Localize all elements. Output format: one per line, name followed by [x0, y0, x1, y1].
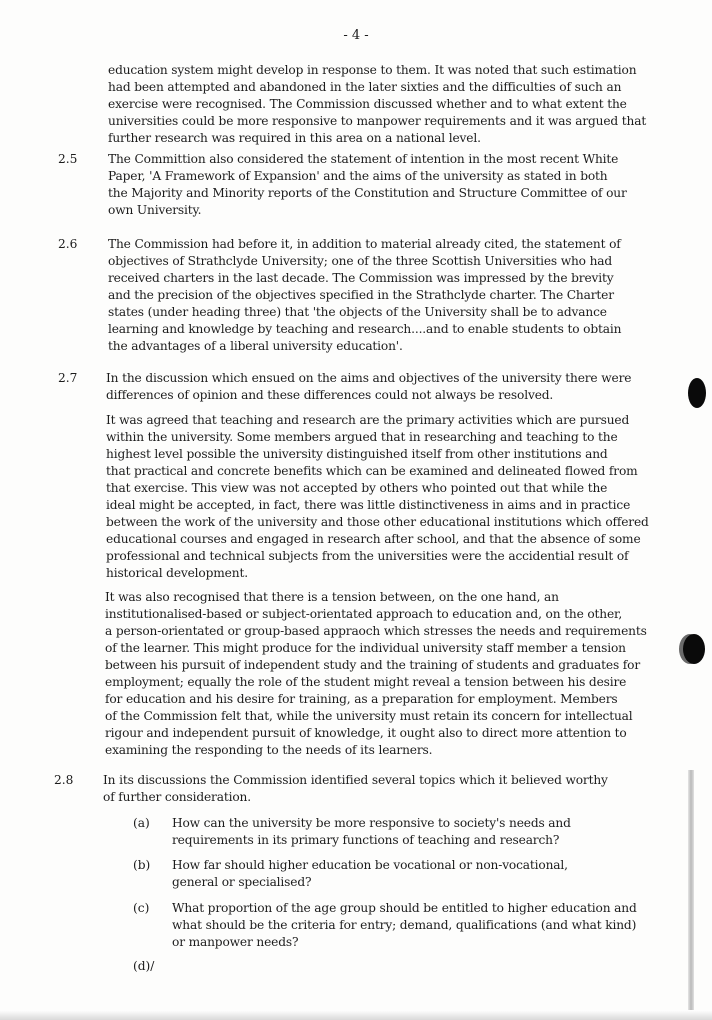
- text-line: between his pursuit of independent study and the training of students and graduates for: [105, 658, 641, 672]
- page-edge: [688, 770, 694, 1020]
- punch-hole-icon: [688, 378, 706, 408]
- text-line: or manpower needs?: [172, 935, 299, 949]
- section-number-2-8: 2.8: [54, 773, 74, 787]
- text-line: historical development.: [106, 566, 248, 580]
- text-line: that exercise. This view was not accepted by others who pointed out that while the: [106, 481, 608, 495]
- text-line: and the precision of the objectives specified in the Strathclyde charter. The Charter: [108, 288, 614, 302]
- section-2-7-paragraph-1: [106, 370, 631, 404]
- text-line: own University.: [108, 203, 202, 217]
- text-line: general or specialised?: [172, 875, 312, 889]
- text-line: employment; equally the role of the student might reveal a tension between his desire: [105, 675, 627, 689]
- text-line: that practical and concrete benefits which can be examined and delineated flowed from: [106, 464, 638, 478]
- text-line: universities could be more responsive to manpower requirements and it was argued that: [108, 114, 647, 128]
- section-2-7-paragraph-2: [106, 412, 649, 582]
- section-2-8-paragraph: [103, 772, 608, 806]
- section-number-2-5: 2.5: [58, 152, 78, 166]
- text-line: rigour and independent pursuit of knowledge, it ought also to direct more attention to: [105, 726, 627, 740]
- list-item-label-c: (c): [133, 901, 150, 915]
- text-line: What proportion of the age group should be entitled to higher education and: [172, 901, 637, 915]
- text-line: The Committion also considered the statement of intention in the most recent White: [108, 152, 619, 166]
- text-line: for education and his desire for training, as a preparation for employment. Members: [105, 692, 618, 706]
- text-line: further research was required in this area on a national level.: [108, 131, 481, 145]
- text-line: The Commission had before it, in addition to material already cited, the statement of: [108, 237, 621, 251]
- page-bottom-shadow: [0, 1010, 712, 1020]
- continuation-marker: (d)/: [133, 959, 155, 973]
- text-line: requirements in its primary functions of teaching and research?: [172, 833, 560, 847]
- text-line: In the discussion which ensued on the aims and objectives of the university there were: [106, 371, 632, 385]
- text-line: between the work of the university and those other educational institutions which offered: [106, 515, 649, 529]
- text-line: Paper, 'A Framework of Expansion' and the aims of the university as stated in both: [108, 169, 608, 183]
- list-item-c: [172, 900, 637, 951]
- text-line: professional and technical subjects from the universities were the accidential result of: [106, 549, 629, 563]
- text-line: exercise were recognised. The Commission discussed whether and to what extent the: [108, 97, 627, 111]
- text-line: It was also recognised that there is a tension between, on the one hand, an: [105, 590, 559, 604]
- text-line: In its discussions the Commission identified several topics which it believed worthy: [103, 773, 608, 787]
- text-line: received charters in the last decade. The Commission was impressed by the brevity: [108, 271, 614, 285]
- punch-hole-icon: [683, 634, 705, 664]
- text-line: within the university. Some members argued that in researching and teaching to the: [106, 430, 618, 444]
- text-line: differences of opinion and these differences could not always be resolved.: [106, 388, 554, 402]
- text-line: the Majority and Minority reports of the Constitution and Structure Committee of our: [108, 186, 627, 200]
- continuation-paragraph: [108, 62, 646, 147]
- section-number-2-7: 2.7: [58, 371, 78, 385]
- section-number-2-6: 2.6: [58, 237, 78, 251]
- section-2-5-paragraph: [108, 151, 627, 219]
- text-line: How can the university be more responsive to society's needs and: [172, 816, 571, 830]
- text-line: what should be the criteria for entry; demand, qualifications (and what kind): [172, 918, 637, 932]
- list-item-b: [172, 857, 568, 891]
- text-line: How far should higher education be vocational or non-vocational,: [172, 858, 568, 872]
- text-line: learning and knowledge by teaching and research....and to enable students to obtain: [108, 322, 622, 336]
- text-line: educational courses and engaged in research after school, and that the absence of some: [106, 532, 641, 546]
- text-line: states (under heading three) that 'the objects of the University shall be to advance: [108, 305, 607, 319]
- section-2-6-paragraph: [108, 236, 621, 355]
- text-line: institutionalised-based or subject-orientated approach to education and, on the other,: [105, 607, 623, 621]
- list-item-label-b: (b): [133, 858, 151, 872]
- text-line: of further consideration.: [103, 790, 251, 804]
- page-number: - 4 -: [343, 28, 369, 43]
- text-line: ideal might be accepted, in fact, there was little distinctiveness in aims and in practice: [106, 498, 631, 512]
- text-line: It was agreed that teaching and research are the primary activities which are pursued: [106, 413, 630, 427]
- text-line: examining the responding to the needs of its learners.: [105, 743, 433, 757]
- text-line: objectives of Strathclyde University; one of the three Scottish Universities who had: [108, 254, 613, 268]
- text-line: of the learner. This might produce for the individual university staff member a tension: [105, 641, 626, 655]
- list-item-label-a: (a): [133, 816, 150, 830]
- text-line: highest level possible the university distinguished itself from other institutions and: [106, 447, 608, 461]
- list-item-a: [172, 815, 571, 849]
- text-line: education system might develop in response to them. It was noted that such estimation: [108, 63, 637, 77]
- text-line: a person-orientated or group-based appraoch which stresses the needs and requirements: [105, 624, 647, 638]
- text-line: had been attempted and abandoned in the later sixties and the difficulties of such an: [108, 80, 622, 94]
- section-2-7-paragraph-3: [105, 589, 647, 759]
- text-line: of the Commission felt that, while the university must retain its concern for intellectual: [105, 709, 633, 723]
- text-line: the advantages of a liberal university education'.: [108, 339, 403, 353]
